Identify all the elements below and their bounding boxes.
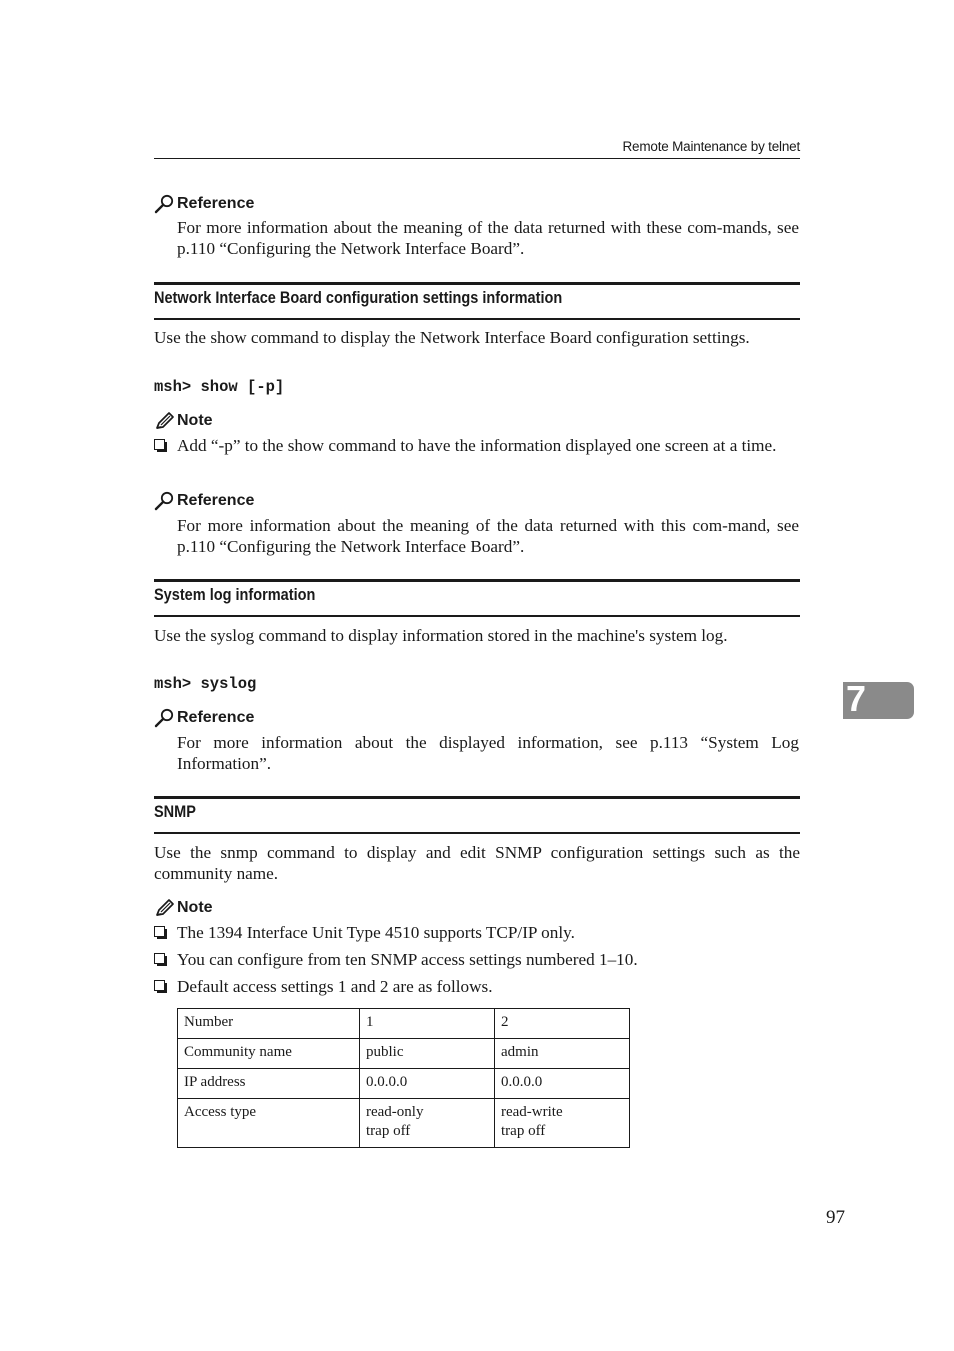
note-item [154,949,800,970]
note-item-text: Add “-p” to the show command to have the information displayed one screen at a time. [177,436,777,455]
table-cell: Number [178,1009,360,1039]
note-pencil-icon [154,411,176,431]
table-cell: 1 [360,1009,495,1039]
nib-command: msh> show [-p] [154,378,285,396]
reference-heading [154,193,254,215]
section-rule-bottom [154,615,800,617]
reference-icon [154,194,176,214]
checkbox-bullet-icon [154,980,165,991]
table-cell-text: Access type [184,1104,257,1120]
running-header: Remote Maintenance by telnet [622,139,800,154]
table-cell [495,1099,630,1148]
header-rule [154,158,800,159]
table-cell: 2 [495,1009,630,1039]
snmp-access-table [177,1008,630,1148]
table-cell: 0.0.0.0 [360,1069,495,1099]
table-cell-text: trap off [366,1123,411,1139]
chapter-number: 7 [846,678,867,719]
note-item [154,976,800,997]
note-item-text: The 1394 Interface Unit Type 4510 supports TCP/IP only. [177,923,575,942]
note-pencil-icon [154,898,176,918]
note-label: Note [177,412,213,429]
syslog-command: msh> syslog [154,675,257,693]
reference-heading [154,707,254,729]
note-heading [154,410,213,432]
table-row [178,1069,630,1099]
reference-label: Reference [177,492,255,509]
table-row [178,1099,630,1148]
checkbox-bullet-icon [154,439,165,450]
section-title-nib: Network Interface Board configuration settings information [154,289,563,307]
table-cell: IP address [178,1069,360,1099]
reference-text: For more information about the meaning of the data returned with this com-mand, see p.110 “Configuring the Network Interface Board”. [177,516,799,556]
table-cell [178,1099,360,1148]
reference-icon [154,491,176,511]
table-row [178,1009,630,1039]
table-cell: public [360,1039,495,1069]
table-cell: Community name [178,1039,360,1069]
note-heading [154,897,213,919]
note-item [154,435,800,456]
table-cell [360,1099,495,1148]
section-rule-top [154,796,800,799]
checkbox-bullet-icon [154,926,165,937]
page-number: 97 [826,1207,845,1228]
table-cell-text: trap off [501,1123,546,1139]
checkbox-bullet-icon [154,953,165,964]
note-item-text: Default access settings 1 and 2 are as follows. [177,977,493,996]
reference-label: Reference [177,195,255,212]
table-cell-text: read-only [366,1104,424,1120]
note-item-text: You can configure from ten SNMP access settings numbered 1–10. [177,950,638,969]
section-title-snmp: SNMP [154,803,196,821]
section-rule-bottom [154,832,800,834]
note-item [154,922,800,943]
table-cell-text: read-write [501,1104,563,1120]
reference-icon [154,708,176,728]
section-rule-top [154,579,800,582]
table-cell: admin [495,1039,630,1069]
reference-label: Reference [177,709,255,726]
nib-intro: Use the show command to display the Network Interface Board configuration settings. [154,328,750,347]
table-row [178,1039,630,1069]
note-label: Note [177,899,213,916]
snmp-intro: Use the snmp command to display and edit SNMP configuration settings such as the community name. [154,843,800,883]
reference-heading [154,490,254,512]
reference-text: For more information about the displayed information, see p.113 “System Log Information”. [177,733,799,773]
section-rule-top [154,282,800,285]
section-title-syslog: System log information [154,586,316,604]
syslog-intro: Use the syslog command to display information stored in the machine's system log. [154,626,728,645]
table-cell: 0.0.0.0 [495,1069,630,1099]
reference-text: For more information about the meaning of the data returned with these com-mands, see p.110 “Configuring the Network Interface Board”. [177,218,799,258]
section-rule-bottom [154,318,800,320]
